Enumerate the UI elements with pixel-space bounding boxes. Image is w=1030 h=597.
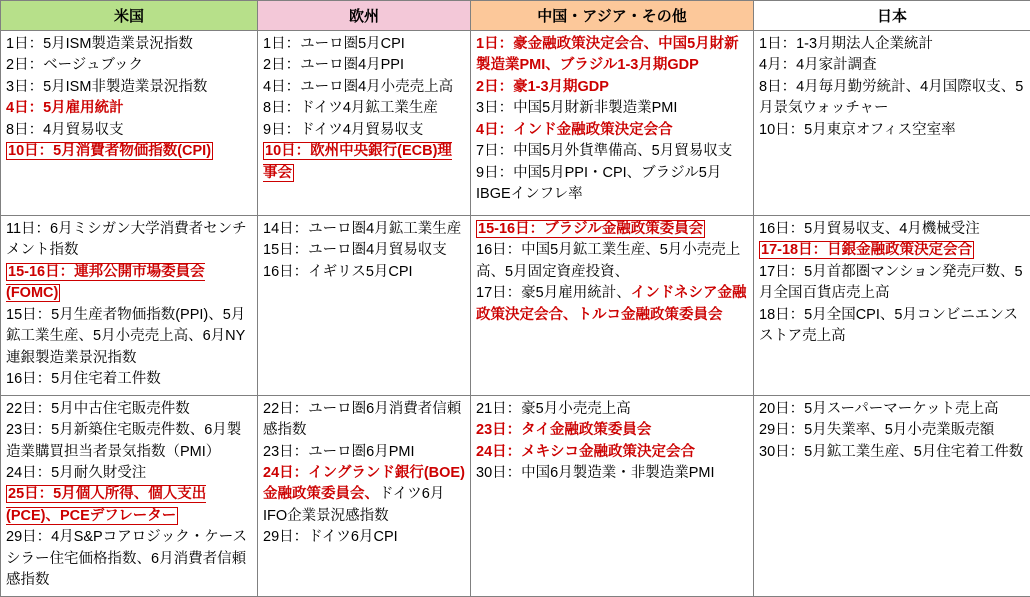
calendar-entry: 23日：5月新築住宅販売件数、6月製造業購買担当者景気指数（PMI） xyxy=(6,420,252,463)
calendar-entry: 3日：5月ISM非製造業景況指数 xyxy=(6,77,252,98)
calendar-entry: 9日：中国5月PPI・CPI、ブラジル5月IBGEインフレ率 xyxy=(476,163,748,206)
calendar-entry: 30日：5月鉱工業生産、5月住宅着工件数 xyxy=(759,442,1025,463)
calendar-entry: 8日：4月貿易収支 xyxy=(6,120,252,141)
cell-europe-week3 xyxy=(258,395,471,596)
highlighted-event: 23日：タイ金融政策委員会 xyxy=(476,422,651,438)
calendar-entry: 1日：ユーロ圏5月CPI xyxy=(263,34,465,55)
cell-asia-week1 xyxy=(471,31,754,216)
cell-japan-week1 xyxy=(754,31,1030,216)
cell-us-week3 xyxy=(1,395,258,596)
table-row xyxy=(1,31,1030,216)
calendar-entry: 29日：ドイツ6月CPI xyxy=(263,527,465,548)
calendar-entry: 23日：ユーロ圏6月PMI xyxy=(263,442,465,463)
calendar-entry: 8日：4月毎月勤労統計、4月国際収支、5月景気ウォッチャー xyxy=(759,77,1025,120)
calendar-entry xyxy=(6,141,252,162)
boxed-highlighted-event: 15-16日：連邦公開市場委員会(FOMC) xyxy=(6,263,205,302)
calendar-entry xyxy=(6,262,252,305)
calendar-entry: 4月：4月家計調査 xyxy=(759,55,1025,76)
cell-europe-week2 xyxy=(258,216,471,396)
calendar-entry: 15日：5月生産者物価指数(PPI)、5月鉱工業生産、5月小売売上高、6月NY連銀製造業景況指数 xyxy=(6,305,252,369)
calendar-entry: 3日：中国5月財新非製造業PMI xyxy=(476,98,748,119)
calendar-entry: 16日：5月貿易収支、4月機械受注 xyxy=(759,219,1025,240)
calendar-entry: 22日：ユーロ圏6月消費者信頼感指数 xyxy=(263,399,465,442)
highlighted-event: 4日：5月雇用統計 xyxy=(6,100,124,116)
calendar-entry xyxy=(6,484,252,527)
column-header-europe: 欧州 xyxy=(258,1,471,31)
boxed-highlighted-event: 17-18日：日銀金融政策決定会合 xyxy=(759,241,974,259)
calendar-entry: 24日：イングランド銀行(BOE)金融政策委員会、ドイツ6月IFO企業景況感指数 xyxy=(263,463,465,527)
calendar-entry: 4日：ユーロ圏4月小売売上高 xyxy=(263,77,465,98)
cell-europe-week1 xyxy=(258,31,471,216)
calendar-entry: 21日：豪5月小売売上高 xyxy=(476,399,748,420)
calendar-entry xyxy=(476,34,748,77)
calendar-entry: 2日：ベージュブック xyxy=(6,55,252,76)
cell-japan-week3 xyxy=(754,395,1030,596)
calendar-entry xyxy=(476,77,748,98)
cell-asia-week2 xyxy=(471,216,754,396)
calendar-entry xyxy=(476,219,748,240)
calendar-entry: 16日：5月住宅着工件数 xyxy=(6,369,252,390)
calendar-entry: 30日：中国6月製造業・非製造業PMI xyxy=(476,463,748,484)
boxed-highlighted-event: 25日：5月個人所得、個人支出(PCE)、PCEデフレーター xyxy=(6,485,206,524)
calendar-entry xyxy=(476,120,748,141)
highlighted-event: 24日：イングランド銀行(BOE)金融政策委員会、 xyxy=(263,465,465,502)
calendar-entry xyxy=(476,442,748,463)
highlighted-event: インドネシア金融政策決定会合、トルコ金融政策委員会 xyxy=(476,285,747,322)
highlighted-event: 1日：豪金融政策決定会合、中国5月財新製造業PMI、ブラジル1-3月期GDP xyxy=(476,36,739,73)
boxed-highlighted-event: 10日：欧州中央銀行(ECB)理事会 xyxy=(263,142,452,181)
calendar-entry xyxy=(759,240,1025,261)
calendar-entry: 1日：5月ISM製造業景況指数 xyxy=(6,34,252,55)
column-header-japan: 日本 xyxy=(754,1,1030,31)
calendar-entry: 1日：1-3月期法人企業統計 xyxy=(759,34,1025,55)
highlighted-event: 24日：メキシコ金融政策決定会合 xyxy=(476,444,695,460)
column-header-china-asia-other: 中国・アジア・その他 xyxy=(471,1,754,31)
calendar-entry: 14日：ユーロ圏4月鉱工業生産 xyxy=(263,219,465,240)
boxed-highlighted-event: 10日：5月消費者物価指数(CPI) xyxy=(6,142,213,160)
cell-asia-week3 xyxy=(471,395,754,596)
calendar-entry: 7日：中国5月外貨準備高、5月貿易収支 xyxy=(476,141,748,162)
calendar-entry xyxy=(476,420,748,441)
calendar-entry: 24日：5月耐久財受注 xyxy=(6,463,252,484)
column-header-us: 米国 xyxy=(1,1,258,31)
calendar-entry: 20日：5月スーパーマーケット売上高 xyxy=(759,399,1025,420)
calendar-entry: 16日：イギリス5月CPI xyxy=(263,262,465,283)
cell-us-week1 xyxy=(1,31,258,216)
calendar-entry xyxy=(263,141,465,184)
calendar-entry: 10日：5月東京オフィス空室率 xyxy=(759,120,1025,141)
table-header-row xyxy=(1,1,1030,31)
calendar-entry: 22日：5月中古住宅販売件数 xyxy=(6,399,252,420)
calendar-entry: 29日：5月失業率、5月小売業販売額 xyxy=(759,420,1025,441)
calendar-entry: 15日：ユーロ圏4月貿易収支 xyxy=(263,240,465,261)
table-row xyxy=(1,216,1030,396)
calendar-entry: 17日：豪5月雇用統計、インドネシア金融政策決定会合、トルコ金融政策委員会 xyxy=(476,283,748,326)
highlighted-event: 4日：インド金融政策決定会合 xyxy=(476,122,673,138)
cell-japan-week2 xyxy=(754,216,1030,396)
calendar-entry xyxy=(6,98,252,119)
cell-us-week2 xyxy=(1,216,258,396)
calendar-entry: 29日：4月S&Pコアロジック・ケースシラー住宅価格指数、6月消費者信頼感指数 xyxy=(6,527,252,591)
calendar-entry: 8日：ドイツ4月鉱工業生産 xyxy=(263,98,465,119)
highlighted-event: 2日：豪1-3月期GDP xyxy=(476,79,609,95)
calendar-entry: 18日：5月全国CPI、5月コンビニエンスストア売上高 xyxy=(759,305,1025,348)
calendar-entry: 9日：ドイツ4月貿易収支 xyxy=(263,120,465,141)
boxed-highlighted-event: 15-16日：ブラジル金融政策委員会 xyxy=(476,220,705,238)
calendar-entry: 17日：5月首都圏マンション発売戸数、5月全国百貨店売上高 xyxy=(759,262,1025,305)
calendar-entry: 16日：中国5月鉱工業生産、5月小売売上高、5月固定資産投資、 xyxy=(476,240,748,283)
table-row xyxy=(1,395,1030,596)
calendar-entry: 11日：6月ミシガン大学消費者センチメント指数 xyxy=(6,219,252,262)
calendar-entry: 2日：ユーロ圏4月PPI xyxy=(263,55,465,76)
